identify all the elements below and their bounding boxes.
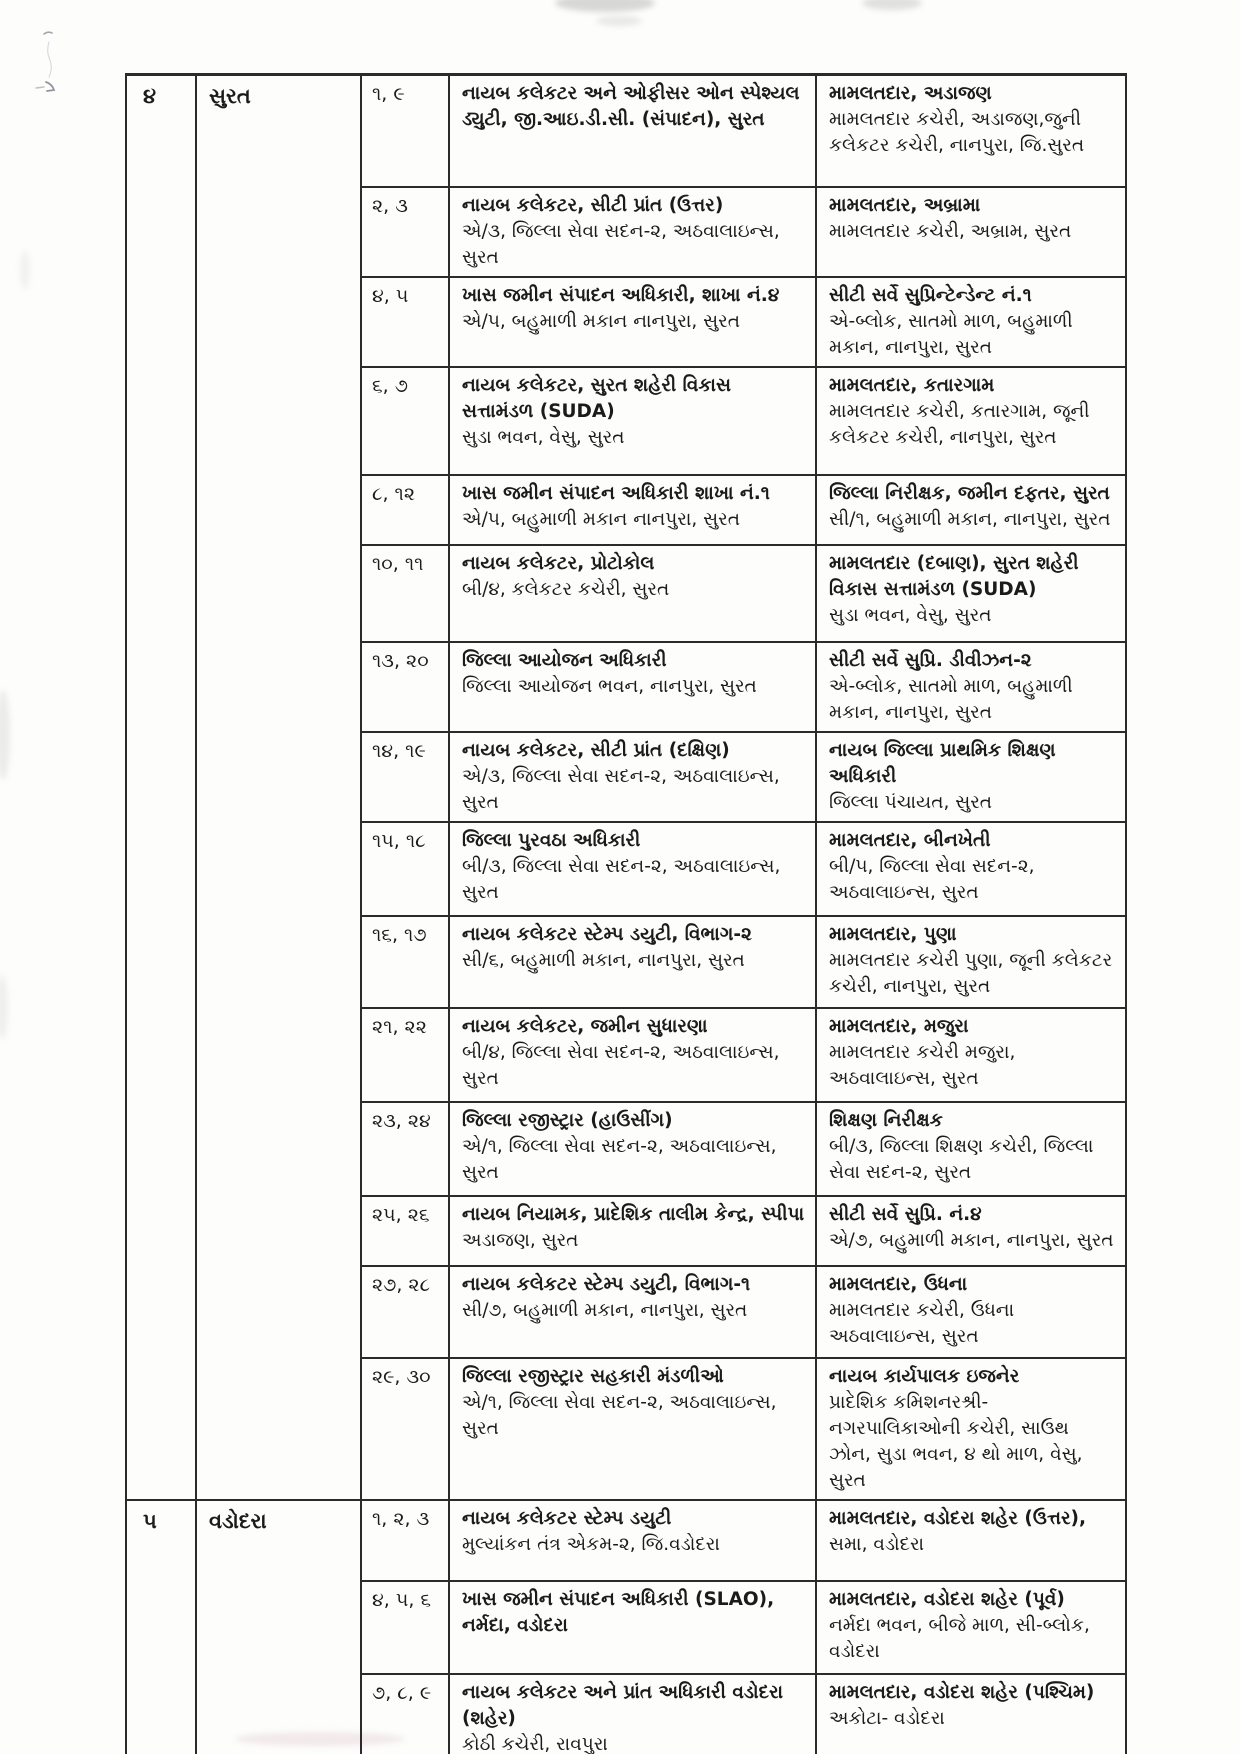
table-row [362,731,1125,821]
office-cell [450,278,817,366]
alternate-office-address: સમા, વડોદરા [829,1534,925,1555]
serial-cell [127,76,197,1499]
alternate-office-address: અકોટા- વડોદરા [829,1708,945,1729]
office-address: સી/૬, બહુમાળી મકાન, નાનપુરા, સુરત [462,950,745,971]
alternate-office-address: મામલતદાર કચેરી પુણા, જૂની કલેકટર કચેરી, નાનપુરા, સુરત [829,950,1113,997]
office-address: એ/૧, જિલ્લા સેવા સદન-૨, અઠવાલાઇન્સ, સુરત [462,1136,777,1183]
alternate-office-cell [817,76,1125,186]
serial-cell [127,1501,197,1754]
alternate-office-title: નાયબ કાર્યપાલક ઇજનેર [829,1366,1020,1387]
office-cell [450,1009,817,1101]
alternate-office-cell [817,643,1125,731]
office-cell [450,546,817,641]
table-row [362,1580,1125,1673]
office-title: જિલ્લા પુરવઠા અધિકારી [462,830,641,851]
office-title: ખાસ જમીન સંપાદન અધિકારી (SLAO), નર્મદા, વડોદરા [462,1589,775,1636]
numbers-cell [362,733,450,821]
numbers-cell [362,1359,450,1499]
office-cell [450,1675,817,1754]
numbers-cell [362,546,450,641]
office-cell [450,823,817,915]
numbers-cell [362,1197,450,1265]
table-row [362,474,1125,544]
alternate-office-title: મામલતદાર, મજુરા [829,1016,969,1037]
office-address: જિલ્લા આયોજન ભવન, નાનપુરા, સુરત [462,676,757,697]
office-title: ખાસ જમીન સંપાદન અધિકારી, શાખા નં.૪ [462,285,780,306]
office-title: નાયબ કલેકટર સ્ટેમ્પ ડયુટી, વિભાગ-૨ [462,924,752,945]
office-title: નાયબ કલેકટર, સુરત શહેરી વિકાસ સત્તામંડળ (SUDA) [462,375,731,422]
alternate-office-title: મામલતદાર (દબાણ), સુરત શહેરી વિકાસ સત્તામંડળ (SUDA) [829,553,1079,600]
alternate-office-address: મામલતદાર કચેરી, ઉધના અઠવાલાઇન્સ, સુરત [829,1300,1015,1347]
office-address: એ/૫, બહુમાળી મકાન નાનપુરા, સુરત [462,311,740,332]
numbers-cell [362,1675,450,1754]
pen-scribble-icon [32,28,76,104]
table-row [362,1265,1125,1357]
case-numbers: ૨૧, ૨૨ [372,1016,427,1038]
office-address: અડાજણ, સુરત [462,1230,579,1251]
office-title: નાયબ કલેકટર સ્ટેમ્પ ડયુટી, વિભાગ-૧ [462,1274,751,1295]
alternate-office-address: મામલતદાર કચેરી, કતારગામ, જૂની કલેકટર કચેરી, નાનપુરા, સુરત [829,401,1090,448]
numbers-cell [362,188,450,276]
alternate-office-title: શિક્ષણ નિરીક્ષક [829,1110,943,1131]
alternate-office-cell [817,1267,1125,1357]
scanner-smudge [0,975,8,1039]
table-row [362,1195,1125,1265]
case-numbers: ૭, ૮, ૯ [372,1682,432,1704]
office-title: નાયબ નિયામક, પ્રાદેશિક તાલીમ કેન્દ્ર, સ્પીપા [462,1204,805,1225]
alternate-office-cell [817,1009,1125,1101]
table-row [362,821,1125,915]
case-numbers: ૪, ૫ [372,285,409,307]
office-cell [450,1359,817,1499]
office-cell [450,368,817,474]
alternate-office-cell [817,188,1125,276]
case-numbers: ૨૭, ૨૮ [372,1274,431,1296]
office-cell [450,733,817,821]
office-cell [450,476,817,544]
office-title: નાયબ કલેકટર સ્ટેમ્પ ડયુટી [462,1508,672,1529]
table-row [362,641,1125,731]
office-title: નાયબ કલેકટર અને પ્રાંત અધિકારી વડોદરા (શહેર) [462,1682,784,1729]
alternate-office-title: મામલતદાર, વડોદરા શહેર (પશ્ચિમ) [829,1682,1095,1703]
office-cell [450,1582,817,1673]
case-numbers: ૨૯, ૩૦ [372,1366,431,1388]
alternate-office-address: સુડા ભવન, વેસુ, સુરત [829,605,992,626]
alternate-office-address: જિલ્લા પંચાયત, સુરત [829,792,993,813]
office-address: બી/૩, જિલ્લા સેવા સદન-૨, અઠવાલાઇન્સ, સુરત [462,856,781,903]
case-numbers: ૪, ૫, ૬ [372,1589,432,1611]
alternate-office-address: સી/૧, બહુમાળી મકાન, નાનપુરા, સુરત [829,509,1111,530]
office-cell [450,1267,817,1357]
numbers-cell [362,368,450,474]
alternate-office-cell [817,1675,1125,1754]
table-row [362,1501,1125,1580]
case-numbers: ૨૫, ૨૬ [372,1204,430,1226]
case-numbers: ૧૫, ૧૮ [372,830,426,852]
numbers-cell [362,76,450,186]
table-row [362,76,1125,186]
office-address: એ/૩, જિલ્લા સેવા સદન-૨, અઠવાલાઇન્સ, સુરત [462,221,780,268]
serial-number: ૫ [143,1509,157,1533]
alternate-office-title: મામલતદાર, કતારગામ [829,375,995,396]
serial-number: ૪ [143,84,157,108]
office-address: મુલ્યાંકન તંત્ર એકમ-૨, જિ.વડોદરા [462,1534,720,1555]
district-name: સુરત [209,84,251,108]
numbers-cell [362,1582,450,1673]
alternate-office-title: મામલતદાર, અડાજણ [829,83,992,104]
office-title: ખાસ જમીન સંપાદન અધિકારી શાખા નં.૧ [462,483,770,504]
office-title: જિલ્લા આયોજન અધિકારી [462,650,667,671]
numbers-cell [362,1267,450,1357]
office-cell [450,917,817,1007]
alternate-office-cell [817,1582,1125,1673]
office-cell [450,76,817,186]
scan-table [125,73,1127,1754]
numbers-cell [362,1009,450,1101]
numbers-cell [362,1103,450,1195]
office-title: નાયબ કલેકટર, સીટી પ્રાંત (દક્ષિણ) [462,740,730,761]
office-address: સી/૭, બહુમાળી મકાન, નાનપુરા, સુરત [462,1300,748,1321]
office-cell [450,1197,817,1265]
district-section [127,76,1125,1499]
case-numbers: ૧૦, ૧૧ [372,553,424,575]
alternate-office-address: બી/૫, જિલ્લા સેવા સદન-૨, અઠવાલાઇન્સ, સુરત [829,856,1035,903]
numbers-cell [362,278,450,366]
alternate-office-address: પ્રાદેશિક કમિશનરશ્રી-નગરપાલિકાઓની કચેરી, સાઉથ ઝોન, સુડા ભવન, ૪ થો માળ, વેસુ, સુરત [829,1392,1083,1491]
numbers-cell [362,643,450,731]
alternate-office-title: જિલ્લા નિરીક્ષક, જમીન દફતર, સુરત [829,483,1110,504]
section-rows [362,1501,1125,1754]
numbers-cell [362,1501,450,1580]
case-numbers: ૮, ૧૨ [372,483,415,505]
table-row [362,1007,1125,1101]
alternate-office-address: નર્મદા ભવન, બીજે માળ, સી-બ્લોક, વડોદરા [829,1615,1090,1662]
alternate-office-address: મામલતદાર કચેરી, અડાજણ,જુની કલેકટર કચેરી, નાનપુરા, જિ.સુરત [829,109,1085,156]
alternate-office-title: સીટી સર્વે સુપ્રિ. ડીવીઝન-૨ [829,650,1032,671]
case-numbers: ૧૪, ૧૯ [372,740,426,762]
case-numbers: ૨, ૩ [372,195,408,217]
alternate-office-title: મામલતદાર, પુણા [829,924,957,945]
scanner-smudge [20,250,30,290]
alternate-office-address: એ-બ્લોક, સાતમો માળ, બહુમાળી મકાન, નાનપુરા, સુરત [829,676,1073,723]
office-address: કોઠી કચેરી, રાવપુરા [462,1734,608,1754]
office-cell [450,188,817,276]
alternate-office-cell [817,368,1125,474]
district-cell [197,76,362,1499]
office-address: એ/૧, જિલ્લા સેવા સદન-૨, અઠવાલાઇન્સ, સુરત [462,1392,777,1439]
district-name: વડોદરા [209,1509,267,1533]
case-numbers: ૧, ૯ [372,83,405,105]
office-address: સુડા ભવન, વેસુ, સુરત [462,427,625,448]
office-title: નાયબ કલેકટર અને ઓફીસર ઓન સ્પેશ્યલ ડ્યુટી, જી.આઇ.ડી.સી. (સંપાદન), સુરત [462,83,800,130]
case-numbers: ૧૩, ૨૦ [372,650,429,672]
office-cell [450,1501,817,1580]
case-numbers: ૧૬, ૧૭ [372,924,427,946]
table-row [362,1357,1125,1499]
table-row [362,366,1125,474]
alternate-office-cell [817,1359,1125,1499]
alternate-office-title: મામલતદાર, વડોદરા શહેર (ઉત્તર), [829,1508,1087,1529]
table-row [362,544,1125,641]
alternate-office-title: મામલતદાર, અબ્રામા [829,195,981,216]
alternate-office-cell [817,823,1125,915]
office-title: નાયબ કલેકટર, પ્રોટોકોલ [462,553,655,574]
alternate-office-cell [817,476,1125,544]
alternate-office-cell [817,278,1125,366]
office-address: બી/૪, જિલ્લા સેવા સદન-૨, અઠવાલાઇન્સ, સુરત [462,1042,780,1089]
table-row [362,1673,1125,1754]
alternate-office-cell [817,917,1125,1007]
table-row [362,276,1125,366]
office-title: જિલ્લા રજીસ્ટ્રાર (હાઉસીંગ) [462,1110,673,1131]
alternate-office-title: મામલતદાર, બીનખેતી [829,830,991,851]
case-numbers: ૬, ૭ [372,375,408,397]
alternate-office-address: એ-બ્લોક, સાતમો માળ, બહુમાળી મકાન, નાનપુરા, સુરત [829,311,1073,358]
alternate-office-cell [817,733,1125,821]
alternate-office-title: મામલતદાર, વડોદરા શહેર (પૂર્વ) [829,1589,1065,1610]
numbers-cell [362,917,450,1007]
office-title: જિલ્લા રજીસ્ટ્રાર સહકારી મંડળીઓ [462,1366,724,1387]
office-address: એ/૩, જિલ્લા સેવા સદન-૨, અઠવાલાઇન્સ, સુરત [462,766,780,813]
alternate-office-address: મામલતદાર કચેરી મજુરા, અઠવાલાઇન્સ, સુરત [829,1042,1016,1089]
office-title: નાયબ કલેકટર, જમીન સુધારણા [462,1016,708,1037]
alternate-office-address: એ/૭, બહુમાળી મકાન, નાનપુરા, સુરત [829,1230,1114,1251]
district-cell [197,1501,362,1754]
section-rows [362,76,1125,1499]
alternate-office-cell [817,1103,1125,1195]
scanner-smudge [862,0,922,10]
alternate-office-address: બી/૩, જિલ્લા શિક્ષણ કચેરી, જિલ્લા સેવા સદન-૨, સુરત [829,1136,1094,1183]
table-row [362,915,1125,1007]
alternate-office-title: મામલતદાર, ઉધના [829,1274,968,1295]
alternate-office-cell [817,1501,1125,1580]
office-cell [450,643,817,731]
alternate-office-title: સીટી સર્વે સુપ્રિન્ટેન્ડેન્ટ નં.૧ [829,285,1032,306]
alternate-office-title: નાયબ જિલ્લા પ્રાથમિક શિક્ષણ અધિકારી [829,740,1056,787]
office-address: એ/૫, બહુમાળી મકાન નાનપુરા, સુરત [462,509,740,530]
office-address: બી/૪, કલેકટર કચેરી, સુરત [462,579,670,600]
table-row [362,1101,1125,1195]
case-numbers: ૨૩, ૨૪ [372,1110,431,1132]
scanner-smudge [555,0,655,12]
numbers-cell [362,476,450,544]
alternate-office-title: સીટી સર્વે સુપ્રિ. નં.૪ [829,1204,982,1225]
scanner-smudge [0,690,10,780]
scanner-smudge [596,16,642,26]
office-title: નાયબ કલેકટર, સીટી પ્રાંત (ઉત્તર) [462,195,724,216]
district-section [127,1499,1125,1754]
table-row [362,186,1125,276]
office-cell [450,1103,817,1195]
numbers-cell [362,823,450,915]
alternate-office-address: મામલતદાર કચેરી, અબ્રામ, સુરત [829,221,1072,242]
alternate-office-cell [817,1197,1125,1265]
case-numbers: ૧, ૨, ૩ [372,1508,430,1530]
alternate-office-cell [817,546,1125,641]
